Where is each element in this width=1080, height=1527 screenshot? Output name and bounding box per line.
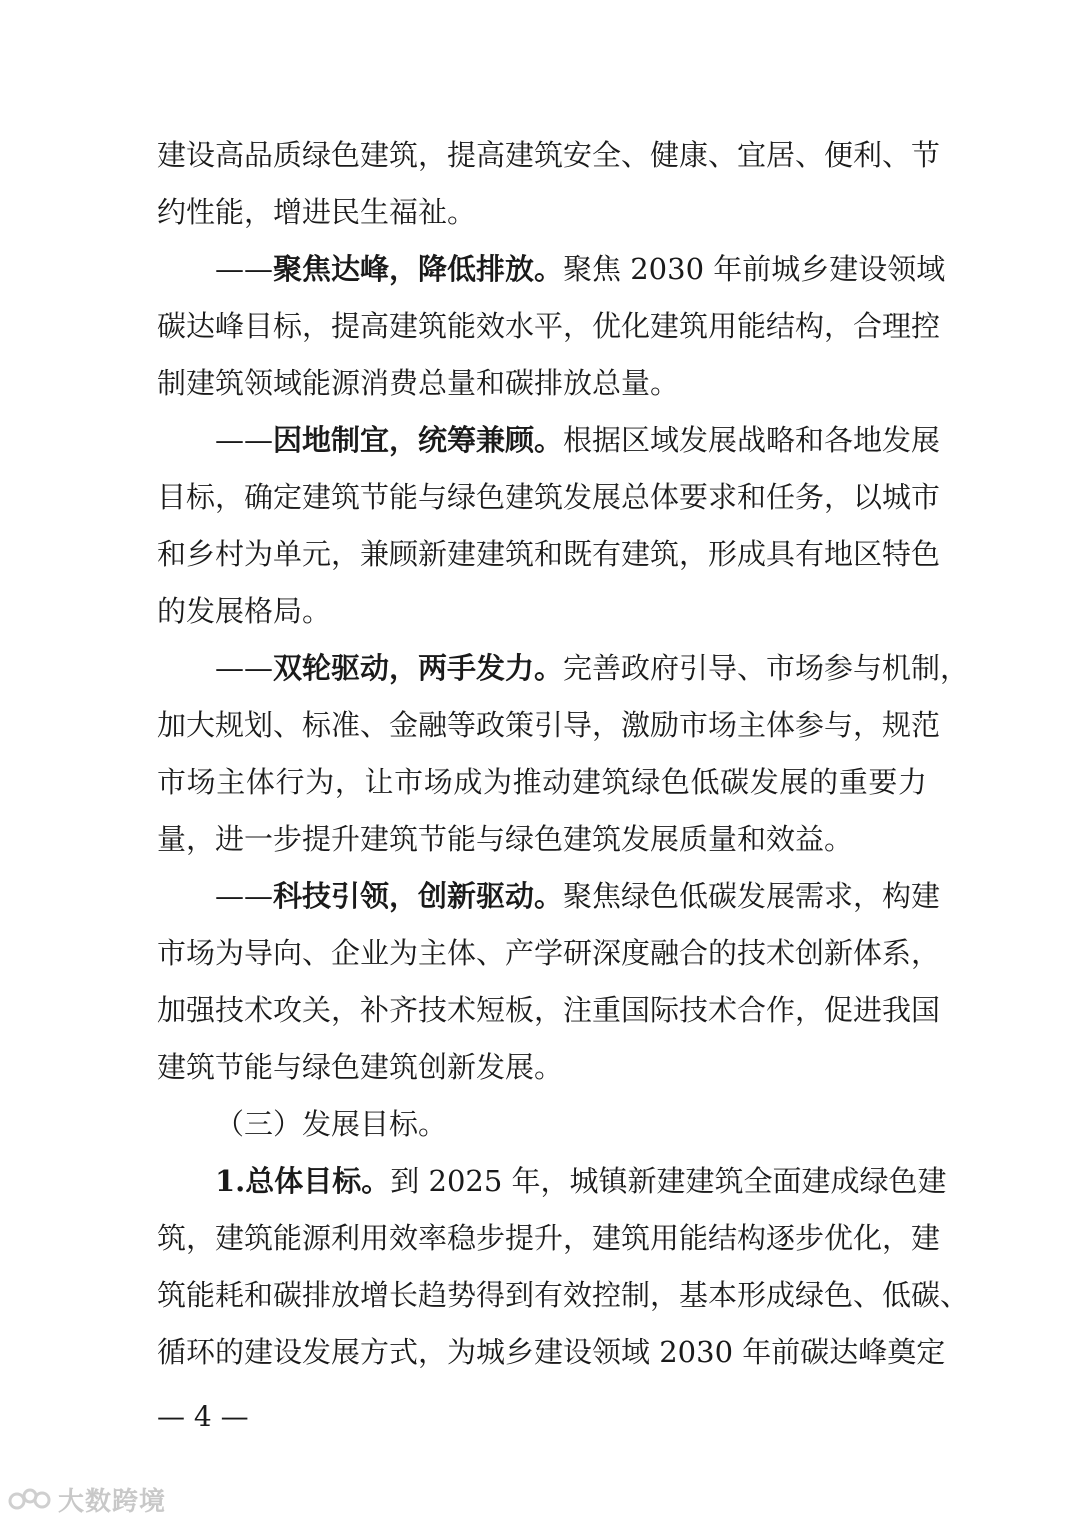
text-line [157,754,927,811]
text-run: 筑，建筑能源利用效率稳步提升，建筑用能结构逐步优化，建 [157,1221,941,1255]
text-line [157,697,941,754]
text-run: 碳达峰目标，提高建筑能效水平，优化建筑用能结构，合理控 [157,309,941,343]
bold-lead-phrase: 科技引领，创新驱动。 [273,879,564,913]
document-body [157,127,970,1381]
text-line [157,412,941,469]
text-run: 加大规划、标准、金融等政策引导，激励市场主体参与，规范 [157,708,941,742]
text-run: 建筑节能与绿色建筑创新发展。 [157,1050,564,1084]
text-run: （三）发展目标。 [215,1107,448,1141]
text-run: 筑能耗和碳排放增长趋势得到有效控制，基本形成绿色、低碳、 [157,1278,970,1312]
text-line [157,583,927,640]
text-line [157,526,941,583]
text-run: —— [215,879,273,913]
text-run: —— [215,252,273,286]
text-line [157,640,970,697]
text-line [157,1039,927,1096]
text-line [157,811,927,868]
text-line [157,982,941,1039]
text-run: 量，进一步提升建筑节能与绿色建筑发展质量和效益。 [157,822,854,856]
text-run: 循环的建设发展方式，为城乡建设领域 2030 年前碳达峰奠定 [157,1335,946,1369]
text-line [157,184,927,241]
text-run: 和乡村为单元，兼顾新建建筑和既有建筑，形成具有地区特色 [157,537,941,571]
text-run: 聚焦 2030 年前城乡建设领域 [563,252,946,286]
text-line [157,1153,947,1210]
watermark [8,1481,166,1517]
text-run: —— [215,423,273,457]
watermark-logo-icon [8,1485,52,1513]
text-run: 制建筑领域能源消费总量和碳排放总量。 [157,366,680,400]
text-run: 约性能，增进民生福祉。 [157,195,477,229]
text-line [157,1267,970,1324]
text-run: 建设高品质绿色建筑，提高建筑安全、健康、宜居、便利、节 [157,138,941,172]
text-run: 到 2025 年，城镇新建建筑全面建成绿色建 [390,1164,947,1198]
text-line [157,241,946,298]
text-run: —— [215,651,273,685]
section-heading [157,1096,927,1153]
text-run: 完善政府引导、市场参与机制， [563,651,970,685]
bold-lead-phrase: 双轮驱动，两手发力。 [273,651,564,685]
text-line [157,1324,946,1381]
text-run: 市场主体行为，让市场成为推动建筑绿色低碳发展的重要力 [157,765,927,799]
text-line [157,925,941,982]
page-number: — 4 — [157,1400,249,1433]
bold-lead-phrase: 聚焦达峰，降低排放。 [273,252,564,286]
text-run: 市场为导向、企业为主体、产学研深度融合的技术创新体系， [157,936,941,970]
text-line [157,469,941,526]
text-line [157,298,941,355]
text-run: 的发展格局。 [157,594,332,628]
text-line [157,127,941,184]
bold-lead-phrase: 1.总体目标。 [215,1164,391,1198]
text-run: 根据区域发展战略和各地发展 [563,423,941,457]
text-line [157,355,927,412]
text-run: 加强技术攻关，补齐技术短板，注重国际技术合作，促进我国 [157,993,941,1027]
text-run: 目标，确定建筑节能与绿色建筑发展总体要求和任务，以城市 [157,480,941,514]
text-line [157,868,941,925]
watermark-text: 大数跨境 [58,1486,167,1517]
text-line [157,1210,941,1267]
text-run: 聚焦绿色低碳发展需求，构建 [563,879,941,913]
bold-lead-phrase: 因地制宜，统筹兼顾。 [273,423,564,457]
